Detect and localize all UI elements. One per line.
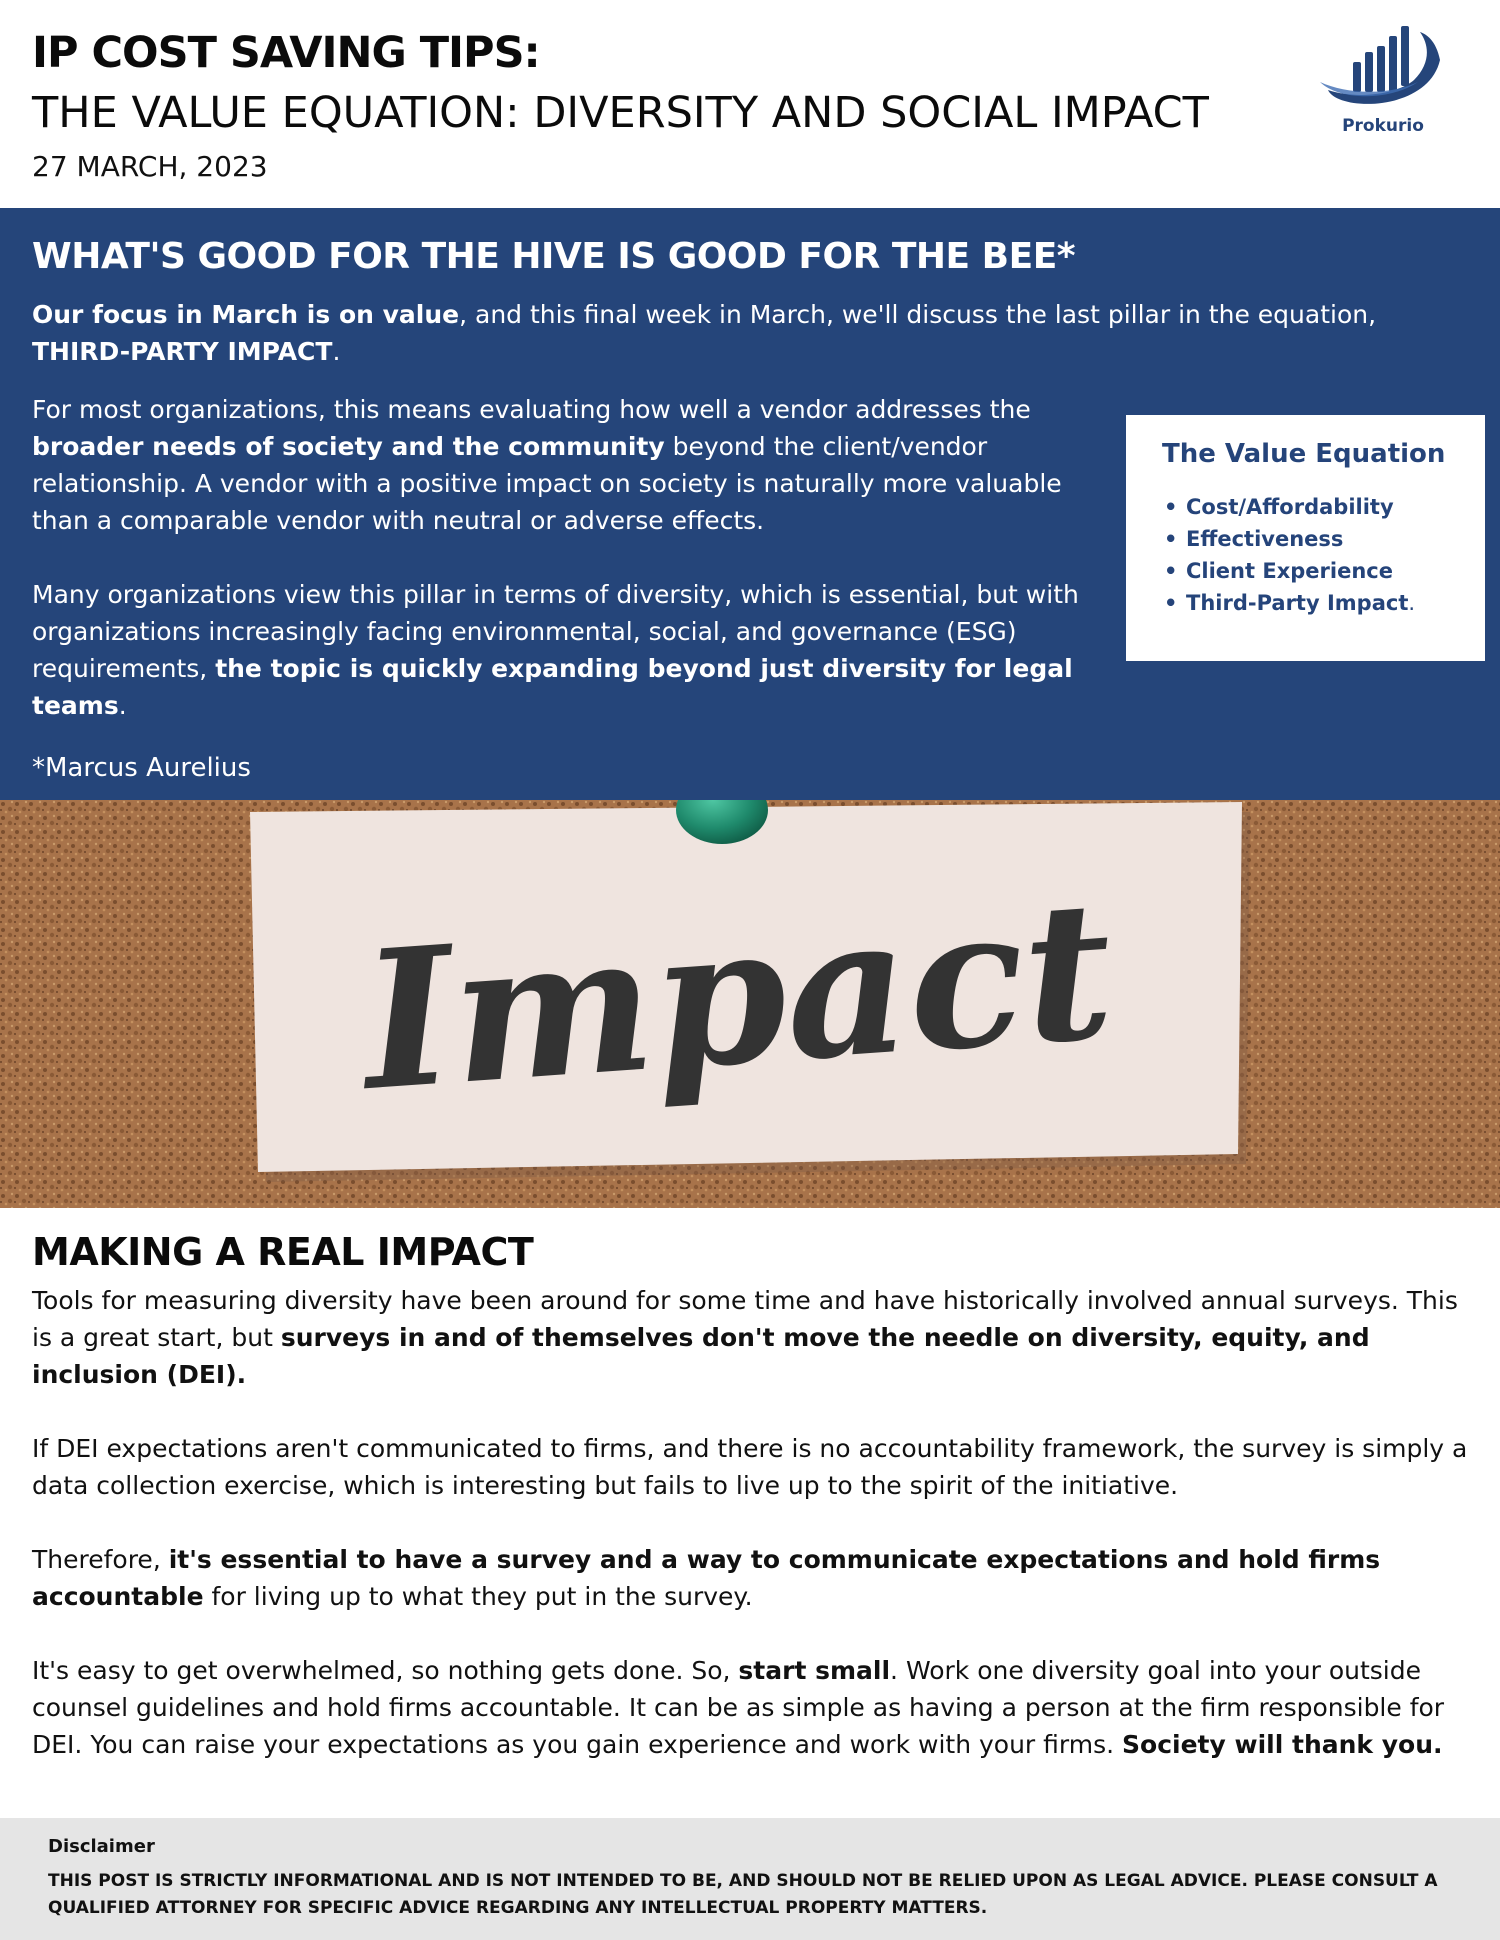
s2-p3-bold: it's essential to have a survey and a way to communicate expectations and hold firms accountable <box>32 1545 1381 1611</box>
paragraph-surveys <box>32 1282 1472 1393</box>
intro-paragraph <box>32 296 1472 370</box>
list-item-label: Third-Party Impact <box>1186 591 1409 615</box>
intro-end: . <box>332 337 341 366</box>
publish-date: 27 MARCH, 2023 <box>32 150 268 183</box>
value-list <box>1162 491 1415 619</box>
section-heading-hive: WHAT'S GOOD FOR THE HIVE IS GOOD FOR THE BEE* <box>32 236 1076 277</box>
prokurio-logo <box>1318 20 1448 140</box>
disclaimer-footer <box>0 1818 1500 1940</box>
bar-chart-swoosh-icon <box>1318 20 1448 120</box>
list-item-tail: . <box>1408 591 1416 615</box>
s2-p4-text-b: . Work one diversity goal into your outside counsel guidelines and hold firms accountable. It can be as simple as having a person at the firm responsible for DEI. You can raise your expectations as you gain experience and work with your firms. <box>32 1656 1445 1759</box>
disclaimer-title: Disclaimer <box>48 1836 155 1857</box>
paragraph-esg <box>32 576 1087 724</box>
p2-bold: the topic is quickly expanding beyond just diversity for legal teams <box>32 654 1073 720</box>
p1-text-a: For most organizations, this means evaluating how well a vendor addresses the <box>32 395 1031 424</box>
s2-p4-bold-2: Society will thank you. <box>1122 1730 1443 1759</box>
list-item: • Cost/Affordability <box>1162 491 1415 523</box>
s2-p1-bold: surveys in and of themselves don't move the needle on diversity, equity, and inclusion (DEI). <box>32 1323 1370 1389</box>
intro-text: , and this final week in March, we'll discuss the last pillar in the equation, <box>459 300 1377 329</box>
corkboard-note-image <box>0 800 1500 1208</box>
s2-p4-text-a: It's easy to get overwhelmed, so nothing gets done. So, <box>32 1656 739 1685</box>
p1-bold: broader needs of society and the community <box>32 432 665 461</box>
paragraph-start-small <box>32 1652 1472 1763</box>
intro-bold-2: THIRD-PARTY IMPACT <box>32 337 333 366</box>
impact-photo <box>0 800 1500 1208</box>
disclaimer-text: THIS POST IS STRICTLY INFORMATIONAL AND IS NOT INTENDED TO BE, AND SHOULD NOT BE RELIED UPON AS LEGAL ADVICE. PLEASE CONSULT A QUALIFIED ATTORNEY FOR SPECIFIC ADVICE REGARDING ANY INTELLECTUAL PROPERTY MATTERS. <box>48 1871 1438 1918</box>
list-item: • Client Experience <box>1162 555 1415 587</box>
page-title: IP COST SAVING TIPS: <box>32 28 540 78</box>
page-header <box>0 0 1500 208</box>
list-item: • Effectiveness <box>1162 523 1415 555</box>
value-equation-card <box>1126 415 1485 661</box>
p2-text-a: Many organizations view this pillar in terms of diversity, which is essential, but with organizations increasingly facing environmental, social, and governance (ESG) requirements, <box>32 580 1079 683</box>
s2-p1-text: Tools for measuring diversity have been around for some time and have historically involved annual surveys. This is a great start, but <box>32 1286 1458 1352</box>
impact-section <box>0 1208 1500 1818</box>
section-body <box>32 391 1087 761</box>
page-subtitle: THE VALUE EQUATION: DIVERSITY AND SOCIAL IMPACT <box>32 88 1209 138</box>
card-title: The Value Equation <box>1162 439 1446 469</box>
impact-body <box>32 1282 1472 1800</box>
list-item <box>1162 587 1415 619</box>
s2-p4-bold: start small <box>738 1656 891 1685</box>
intro-bold: Our focus in March is on value <box>32 300 460 329</box>
paragraph-society <box>32 391 1087 539</box>
paragraph-accountability <box>32 1541 1472 1615</box>
s2-p3-text-a: Therefore, <box>32 1545 169 1574</box>
logo-text: Prokurio <box>1342 116 1424 136</box>
p1-text-b: beyond the client/vendor relationship. A vendor with a positive impact on society is naturally more valuable than a comparable vendor with neutral or adverse effects. <box>32 432 1062 535</box>
section-heading-impact: MAKING A REAL IMPACT <box>32 1230 534 1274</box>
s2-p3-text-b: for living up to what they put in the survey. <box>203 1582 753 1611</box>
quote-attribution: *Marcus Aurelius <box>32 753 251 783</box>
p2-end: . <box>118 691 127 720</box>
paragraph-expectations: If DEI expectations aren't communicated to firms, and there is no accountability framework, the survey is simply a data collection exercise, which is interesting but fails to live up to the spirit of the initiative. <box>32 1434 1468 1500</box>
note-text: Impact <box>356 858 1120 1133</box>
